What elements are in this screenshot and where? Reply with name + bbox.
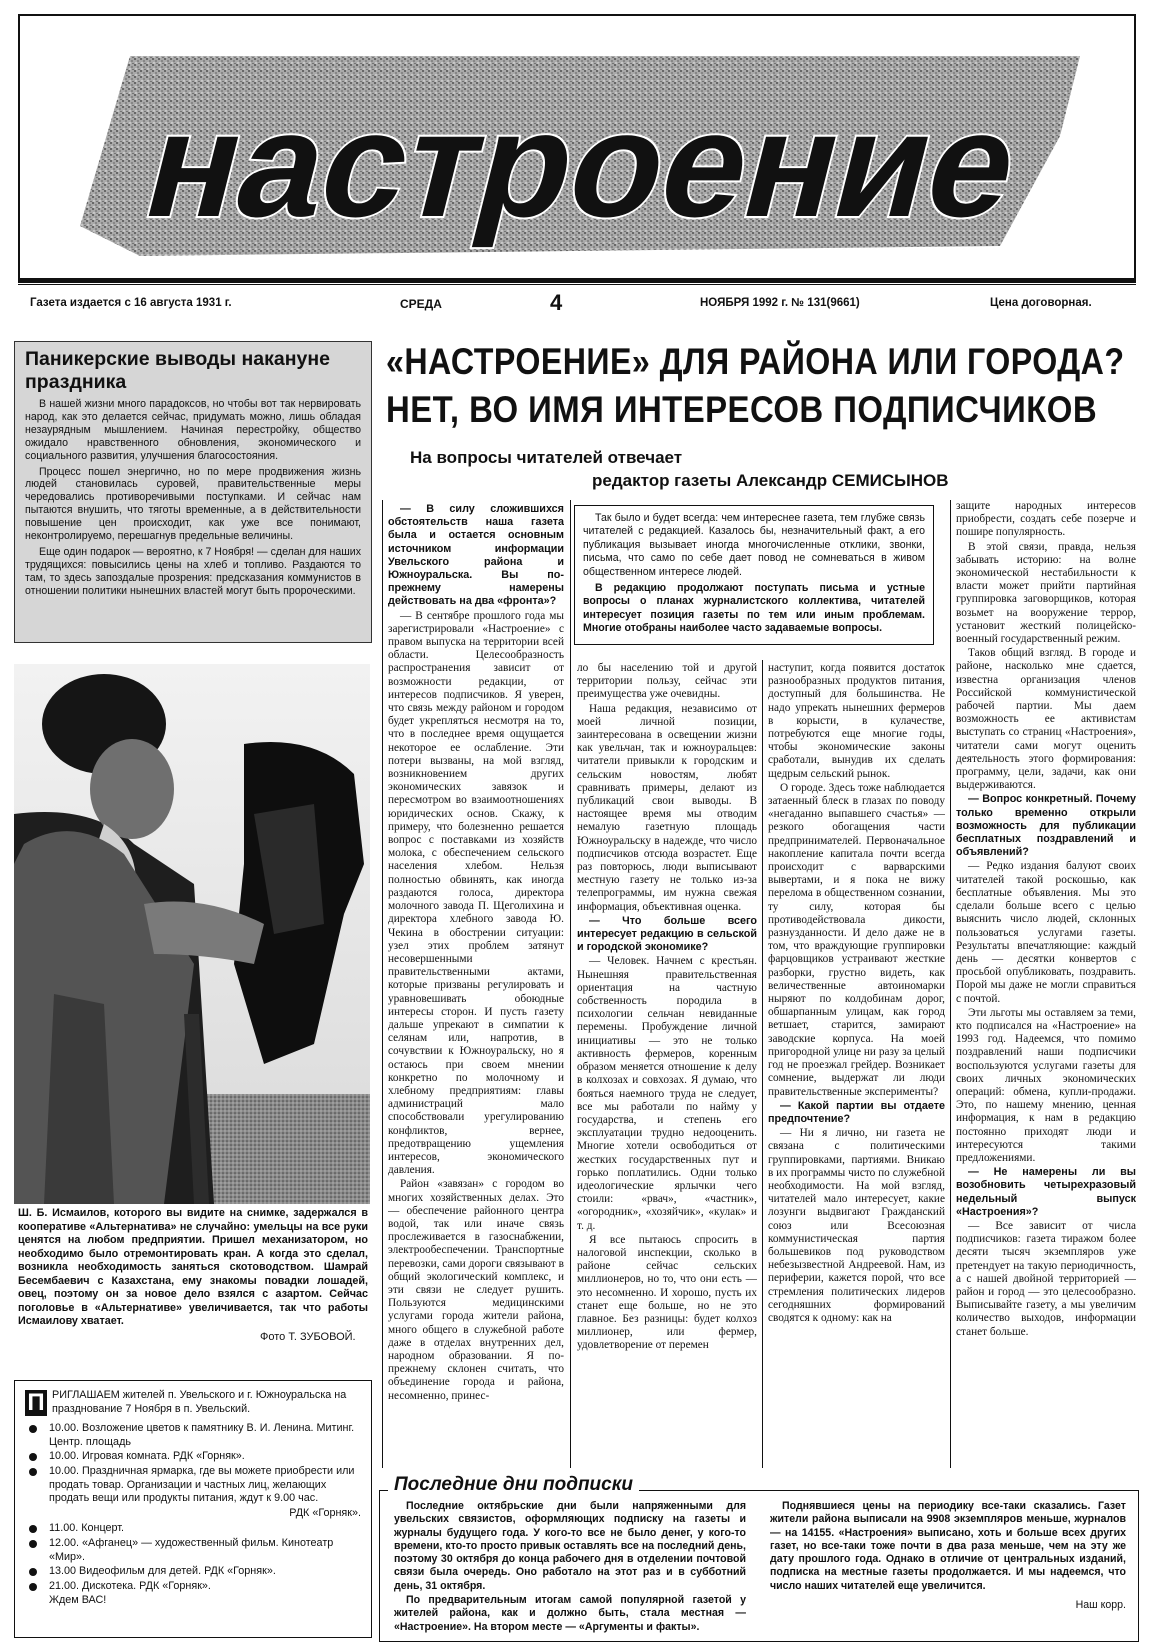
editorial-paragraph: В нашей жизни много парадоксов, но чтобы вот так нервировать народ, как это делается сейчас, придумать можно, лишь обладая незаурядным мышлением. Начиная перестройку, общество ожидало нравственного обновления, экономического и социального развития, улучшения благосостояния. <box>25 398 361 462</box>
subscription-paragraph: Поднявшиеся цены на периодику все-таки сказались. Газет жители района выписали на 9908 экземпляров меньше, журналов — на 14155. «Настроения» выписано, хоть и больше всех других газет, но все-таки тоже почти в два раза меньше, чем на эту же дату прошлого года. Однако в отличие от центральных изданий, подписка на местные газеты продолжается. И мы надеемся, что число наших читателей еще увеличится. <box>770 1500 1126 1592</box>
masthead-rule-thin <box>18 284 1136 285</box>
answer-paragraph: Я все пытаюсь спросить в налоговой инспекции, сколько в районе сейчас сельских миллионеров, но то, что они есть — это несомненно. И хорошо, пусть их станет еще больше, но не это главное. Без разницы: будет колхоз миллионер, или фермер, удовлетворение от перемен <box>577 1233 757 1352</box>
invitation-intro <box>25 1389 361 1416</box>
event-item: 12.00. «Афганец» — художественный фильм. Кинотеатр «Мир». <box>25 1537 361 1564</box>
headline-line-1: «НАСТРОЕНИЕ» ДЛЯ РАЙОНА ИЛИ ГОРОДА? <box>386 341 1125 382</box>
question: — Какой партии вы отдаете предпочтение? <box>768 1099 945 1125</box>
editorial-title: Паникерские выводы накануне праздника <box>25 348 330 393</box>
price-note: Цена договорная. <box>990 297 1092 309</box>
answer-paragraph: — Все зависит от числа подписчиков: газета тиражом более десяти тысяч экземпляров уже претендует на такую периодичность, а с нашей двойной территорией — район и город — это целесообразно. Выписывайте газету, а мы увеличим количество выходов, информации станет больше. <box>956 1219 1136 1338</box>
subscription-title: Последние дни подписки <box>388 1474 639 1496</box>
bullet-icon <box>29 1568 37 1576</box>
question: — Не намерены ли вы возобновить четырехразовый недельный выпуск «Настроения»? <box>956 1166 1136 1218</box>
masthead <box>18 14 1136 280</box>
event-item: 11.00. Концерт. <box>25 1522 361 1536</box>
event-list <box>25 1422 361 1506</box>
masthead-rule <box>18 280 1136 283</box>
event-item: 21.00. Дискотека. РДК «Горняк». <box>25 1580 361 1594</box>
invitation-text: РИГЛАШАЕМ жителей п. Увельского и г. Южноуральска на празднование 7 Ноября в п. Увельский. <box>52 1389 347 1415</box>
news-photo <box>14 664 370 1204</box>
answer-paragraph: Наша редакция, независимо от моей личной позиции, заинтересована в освещении жизни как увельчан, так и южноуральцев: читатели привыкли к городским и сельским новостям, любят сравнивать примеры, делают из публикаций свои выводы. В настоящее время мы отводим немалую газетную площадь Южноуральску в надежде, что число подписчиков отсюда возрастет. Еще раз повторюсь, люди выписывают местную газету не только из-за телепрограммы, им нужна свежая информация, объективная оценка. <box>577 702 757 913</box>
answer-paragraph: О городе. Здесь тоже наблюдается затаенный блеск в глазах по поводу «негаданно выпавшего счастья» — резкого обогащения части предпринимателей. Первоначальное накопление капитала почти всегда происходит с варварскими вывертами, и я пока не вижу перелома в общественном сознании, ту силу, которая бы противодействовала дикости, разнузданности. И дело даже не в том, что враждующие группировки фарцовщиков устраивают жесткие разборки, грустно видеть, как величественные автоиномарки ныряют по колдобинам дорог, обшарпанным улицам, как город ветшает, старится, замирают заводские корпуса. На моей пригородной улице ни разу за целый год не проезжал грейдер. Возникает сомнение, выдержат ли люди правительственные эксперименты? <box>768 781 945 1098</box>
editorial-paragraph: Еще один подарок — вероятно, к 7 Ноября! — сделан для наших трудящихся: повысились цены на хлеб и топливо. Раздаются то там, то здесь запоздалые прозрения: предсказания коммунистов в отношении политики нынешних властей могут быть пророческими. <box>25 545 361 597</box>
masthead-title: настроение <box>130 81 1036 249</box>
answer-paragraph: защите народных интересов приобрести, создать себе позерче и пошире популярность. <box>956 500 1136 539</box>
bullet-icon <box>29 1453 37 1461</box>
answer-paragraph: ло бы населению той и другой территории пользу, сейчас эти преимущества уже очевидны. <box>577 662 757 701</box>
issue-number: НОЯБРЯ 1992 г. № 131(9661) <box>700 297 860 309</box>
answer-paragraph: — Человек. Начнем с крестьян. Нынешняя правительственная ориентация на частную собственность породила в психологии сельчан невиданные перемены. Пробуждение личной инициативы — это не только активность фермеров, коренным образом меняется отношение к делу в колхозах и совхозах. Я думаю, что бояться наемного труда не следует, все мы работали по найму у государства, и степень его эксплуатации трудно недооценить. Многие хотели освободиться от жестких государственных пут и горько поплатились. Одни только идеологические ярлычки чего стоили: «рвач», «частник», «огородник», «хозяйчик», «кулак» и т. д. <box>577 955 757 1232</box>
event-item: 13.00 Видеофильм для детей. РДК «Горняк». <box>25 1565 361 1579</box>
article-column-1 <box>388 503 564 1468</box>
editorial-paragraph: Процесс пошел энергично, но по мере продвижения жизнь людей становилась суровей, правительственные меры чередовались противоречивыми поступками. И сейчас нам пытаются внушить, что тяготы временные, а в действительности повышение цен происходит, как уже все понимают, неконтролируемо, перешагнув предельные величины. <box>25 465 361 543</box>
event-venue: РДК «Горняк». <box>289 1506 361 1519</box>
column-rule <box>950 500 951 1468</box>
masthead-logo <box>20 16 1134 278</box>
answer-paragraph: — Ни я лично, ни газета не связана с политическими группировками, партиями. Вникаю в их программы чисто по служебной необходимости. На мой взгляд, читателей мало интересует, какие лозунги выдвигают Гражданский союз или Всесоюзная коммунистическая партия большевиков под руководством небезызвестной Андреевой. Нам, из периферии, кажется порой, что все стремления политических лидеров сегодняшних формирований сводятся к одному: как на <box>768 1127 945 1324</box>
bullet-icon <box>29 1468 37 1476</box>
intro-paragraph: Так было и будет всегда: чем интереснее газета, тем глубже связь читателей с редакцией. Казалось бы, незначительный факт, а его публикация вызывает иногда многочисленные отклики, звонки, письма, что само по себе дает повод не сомневаться в живом общественном интересе людей. <box>583 512 925 578</box>
subscription-column-right <box>770 1500 1126 1638</box>
news-photo-image <box>14 664 370 1204</box>
column-rule <box>762 660 763 1468</box>
invitation-box <box>14 1380 372 1638</box>
page-number: 4 <box>550 290 563 315</box>
column-rule <box>570 500 571 1468</box>
answer-paragraph: наступит, когда появится достаток разнообразных продуктов питания, доступный для большинства. Не надо упрекать нынешних фермеров в корысти, в кулачестве, потребуются еще многие годы, чтобы экономические законы сработали, вынудив их сделать щедрым сельский рынок. <box>768 662 945 780</box>
answer-paragraph: — Редко издания балуют своих читателей такой роскошью, как бесплатные объявления. Мы это сделали больше всего с целью выяснить число людей, склонных пользоваться услугами газеты. Результаты впечатляющие: каждый день — десятки конвертов с просьбой опубликовать, поздравить. Порой мы даже не могли справиться с почтой. <box>956 860 1136 1005</box>
drop-cap: П <box>25 1390 47 1416</box>
intro-paragraph: В редакцию продолжают поступать письма и устные вопросы о планах журналистского коллектива, читателей интересует позиция газеты по тем или иным проблемам. Многие отобраны наиболее часто задаваемые вопросы. <box>583 582 925 635</box>
headline-sub-1: На вопросы читателей отвечает <box>410 448 683 467</box>
editorial-box <box>14 341 372 643</box>
subscription-paragraph: Последние октябрьские дни были напряженными для увельских связистов, оформляющих подписку на газеты и журналы будущего года. У кого-то все не было денег, у кого-то времени, кто-то просто привык оставлять все на последний день, поэтому 30 октября до конца рабочего дня в отделении почтовой связи была очередь. Оно работало на этот раз и в субботний день, 31 октября. <box>394 1500 746 1592</box>
bullet-icon <box>29 1525 37 1533</box>
answer-paragraph: Таков общий взгляд. В городе и районе, насколько мне сдается, известна организация членов Российской коммунистической рабочей партии. Мы даем возможность ее активистам выступать со страниц «Настроения», читатели сами могут оценить деятельность этого формирования: программу, цели, задачи, как они выдерживаются. <box>956 647 1136 792</box>
question: — Вопрос конкретный. Почему только временно открыли возможность для публикации бесплатных поздравлений и объявлений? <box>956 793 1136 859</box>
bullet-icon <box>29 1540 37 1548</box>
event-item: 10.00. Праздничная ярмарка, где вы можете приобрести или продать товар. Организации и частных лиц, желающих продать вещи или продукты питания, ждут к 9.00 час. <box>25 1465 361 1506</box>
question: — В силу сложившихся обстоятельств наша газета была и остается основным источником информации Увельского района и Южноуральска. Вы по-прежнему намерены действовать на два «фронта»? <box>388 503 564 608</box>
subscription-paragraph: По предварительным итогам самой популярной газетой у жителей района, как и должно быть, стала местная — «Настроение». На втором месте — «Аргументы и факты». <box>394 1594 746 1633</box>
article-column-3 <box>768 662 945 1468</box>
headline-line-2: НЕТ, ВО ИМЯ ИНТЕРЕСОВ ПОДПИСЧИКОВ <box>386 389 1098 430</box>
headline-sub-2: редактор газеты Александр СЕМИСЫНОВ <box>592 471 949 490</box>
photo-credit: Фото Т. ЗУБОВОЙ. <box>260 1331 356 1343</box>
answer-paragraph: В этой связи, правда, нельзя забывать историю: на волне экономической нестабильности к власти может прийти партийная группировка заговорщиков, которая возьмет на вооружение террор, установит жесткий полицейско-военный государственный режим. <box>956 540 1136 646</box>
answer-paragraph: — В сентябре прошлого года мы зарегистрировали «Настроение» с правом выпуска на территории всей области. Целесообразность распространения зависит от возможности редакции, от интересов подписчиков. Я уверен, что связь между районом и городом будет укрепляться несмотря на то, что в последнее время ощущается некоторое ее ослабление. Эти потери вызваны, на мой взгляд, возникновением других экономических завязок и пересмотром во взаимоотношениях юридических основ. Скажу, к примеру, что болезненно решается вопрос с поставками из хозяйств молока, с обеспечением сельского населения хлебом. Нельзя полностью обвинять, как иногда раздаются голоса, директора молочного завода П. Щеголихина и директора хлебного завода Ю. Чекина в обострении ситуации: узел этих проблем затянут несовершенными правительственными актами, которые призваны регулировать и уравновешивать обоюдные интересы сторон. И пусть газету дальше упрекают в симпатии к селянам или, напротив, в сочувствии к Южноуральску, но я остаюсь при своем мнении конкретно по молочному и хлебному предприятиям: главы администраций мало способствовали урегулированию конфликтов, вернее, предотвращению ущемления интересов, экономического давления. <box>388 609 564 1177</box>
event-item: 10.00. Возложение цветов к памятнику В. И. Ленина. Митинг. Центр. площадь <box>25 1422 361 1449</box>
event-list <box>25 1522 361 1593</box>
article-column-2 <box>577 662 757 1468</box>
photo-caption: Ш. Б. Исмаилов, которого вы видите на снимке, задержался в кооперативе «Альтернатива» не случайно: умельцы на все руки ценятся на любом предприятии. Пришел механизатором, но необходимо было отремонтировать кран. А когда это сделал, возникла необходимость заняться скотоводством. Шамрай Бесембаевич с Казахстана, ему знакомы повадки лошадей, овец, поэтому он за новое дело взялся с азартом. Сейчас поголовье в «Альтернативе» увеличивается, так что работы Исмаилову хватает. <box>18 1207 368 1327</box>
invitation-closing: Ждем ВАС! <box>49 1594 107 1607</box>
column-rule <box>382 500 383 1468</box>
subscription-column-left <box>394 1500 746 1638</box>
founded-note: Газета издается с 16 августа 1931 г. <box>30 297 232 309</box>
answer-paragraph: Район «завязан» с городом во многих хозяйственных делах. Это — обеспечение районного центра водой, так или иначе связь прослеживается в газоснабжении, электрообеспечении. Транспортные перевозки, сами дороги связывают в общий экологический комплекс, и эти связи не следует рушить. Пользуются медицинскими услугами города жители района, много общего в служебной работе даже в отделах внутренних дел, народном образовании. Я по-прежнему склонен считать, что объединение города и района, несомненно, принес- <box>388 1178 564 1402</box>
question: — Что больше всего интересует редакцию в сельской и городской экономике? <box>577 914 757 954</box>
bullet-icon <box>29 1583 37 1591</box>
article-column-4 <box>956 500 1136 1468</box>
bullet-icon <box>29 1425 37 1433</box>
event-item: 10.00. Игровая комната. РДК «Горняк». <box>25 1450 361 1464</box>
signature: Наш корр. <box>1075 1599 1126 1612</box>
weekday: СРЕДА <box>400 297 442 311</box>
intro-box <box>574 505 934 645</box>
answer-paragraph: Эти льготы мы оставляем за теми, кто подписался на «Настроение» на 1993 год. Надеемся, что помимо поздравлений наши подписчики воспользуются услугами газеты для своих личных экономических операций: обмена, купли-продажи. Это, по нашему мнению, ценная информация, к нам в редакцию постоянно приходят люди и интересуются такими предложениями. <box>956 1006 1136 1164</box>
